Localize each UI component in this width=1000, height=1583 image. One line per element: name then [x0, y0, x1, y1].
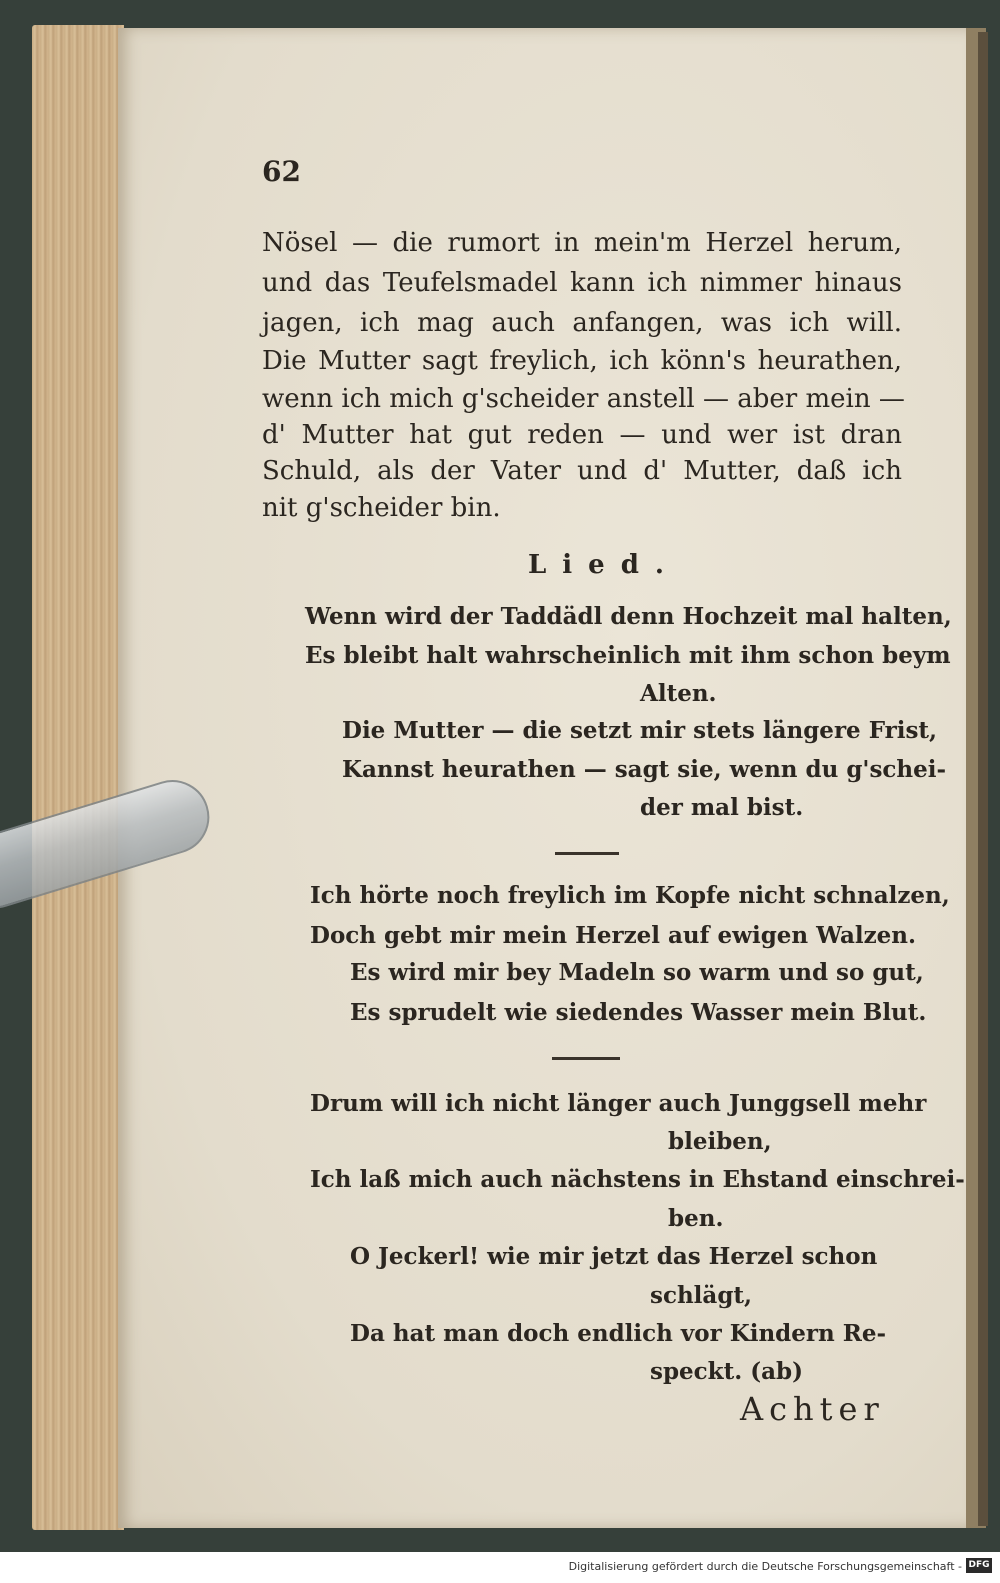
verse-line: Alten.: [640, 680, 717, 707]
verse-line: Doch gebt mir mein Herzel auf ewigen Walzen.: [310, 922, 917, 949]
verse-line: Es bleibt halt wahrscheinlich mit ihm schon beym: [305, 642, 951, 669]
verse-line: speckt. (ab): [650, 1358, 803, 1385]
prose-line: Schuld, als der Vater und d' Mutter, daß ich: [262, 456, 902, 486]
stanza-divider: [555, 852, 619, 855]
book-spine-shadow: [978, 32, 988, 1526]
verse-line: Ich laß mich auch nächstens in Ehstand einschrei-: [310, 1166, 965, 1193]
prose-line: nit g'scheider bin.: [262, 493, 501, 523]
verse-line: Da hat man doch endlich vor Kindern Re-: [350, 1320, 887, 1347]
song-heading: Lied.: [528, 550, 680, 580]
prose-line: Die Mutter sagt freylich, ich könn's heurathen,: [262, 346, 902, 376]
verse-line: Wenn wird der Taddädl denn Hochzeit mal halten,: [305, 603, 952, 630]
verse-line: Es sprudelt wie siedendes Wasser mein Blut.: [350, 999, 927, 1026]
verse-line: ben.: [668, 1205, 724, 1232]
prose-line: Nösel — die rumort in mein'm Herzel herum,: [262, 228, 902, 258]
footer-bar: [0, 1552, 1000, 1583]
verse-line: Ich hörte noch freylich im Kopfe nicht schnalzen,: [310, 882, 950, 909]
verse-line: O Jeckerl! wie mir jetzt das Herzel schon: [350, 1243, 878, 1270]
prose-line: d' Mutter hat gut reden — und wer ist dran: [262, 420, 902, 450]
dfg-logo-icon: DFG: [966, 1558, 992, 1573]
verse-line: Kannst heurathen — sagt sie, wenn du g'schei-: [342, 756, 947, 783]
prose-line: jagen, ich mag auch anfangen, was ich will.: [262, 308, 902, 338]
stanza-divider: [552, 1057, 620, 1060]
prose-line: wenn ich mich g'scheider anstell — aber mein —: [262, 384, 905, 414]
page-number: 62: [262, 155, 301, 188]
verse-line: schlägt,: [650, 1282, 753, 1309]
funding-credit: Digitalisierung gefördert durch die Deutsche Forschungsgemeinschaft -: [568, 1560, 962, 1573]
verse-line: Die Mutter — die setzt mir stets längere Frist,: [342, 717, 938, 744]
page-edges: [32, 25, 124, 1530]
prose-line: und das Teufelsmadel kann ich nimmer hinaus: [262, 268, 902, 298]
verse-line: der mal bist.: [640, 794, 804, 821]
verse-line: Es wird mir bey Madeln so warm und so gut,: [350, 959, 924, 986]
catchword: Achter: [740, 1390, 885, 1428]
verse-line: Drum will ich nicht länger auch Junggsell mehr: [310, 1090, 927, 1117]
verse-line: bleiben,: [668, 1128, 772, 1155]
